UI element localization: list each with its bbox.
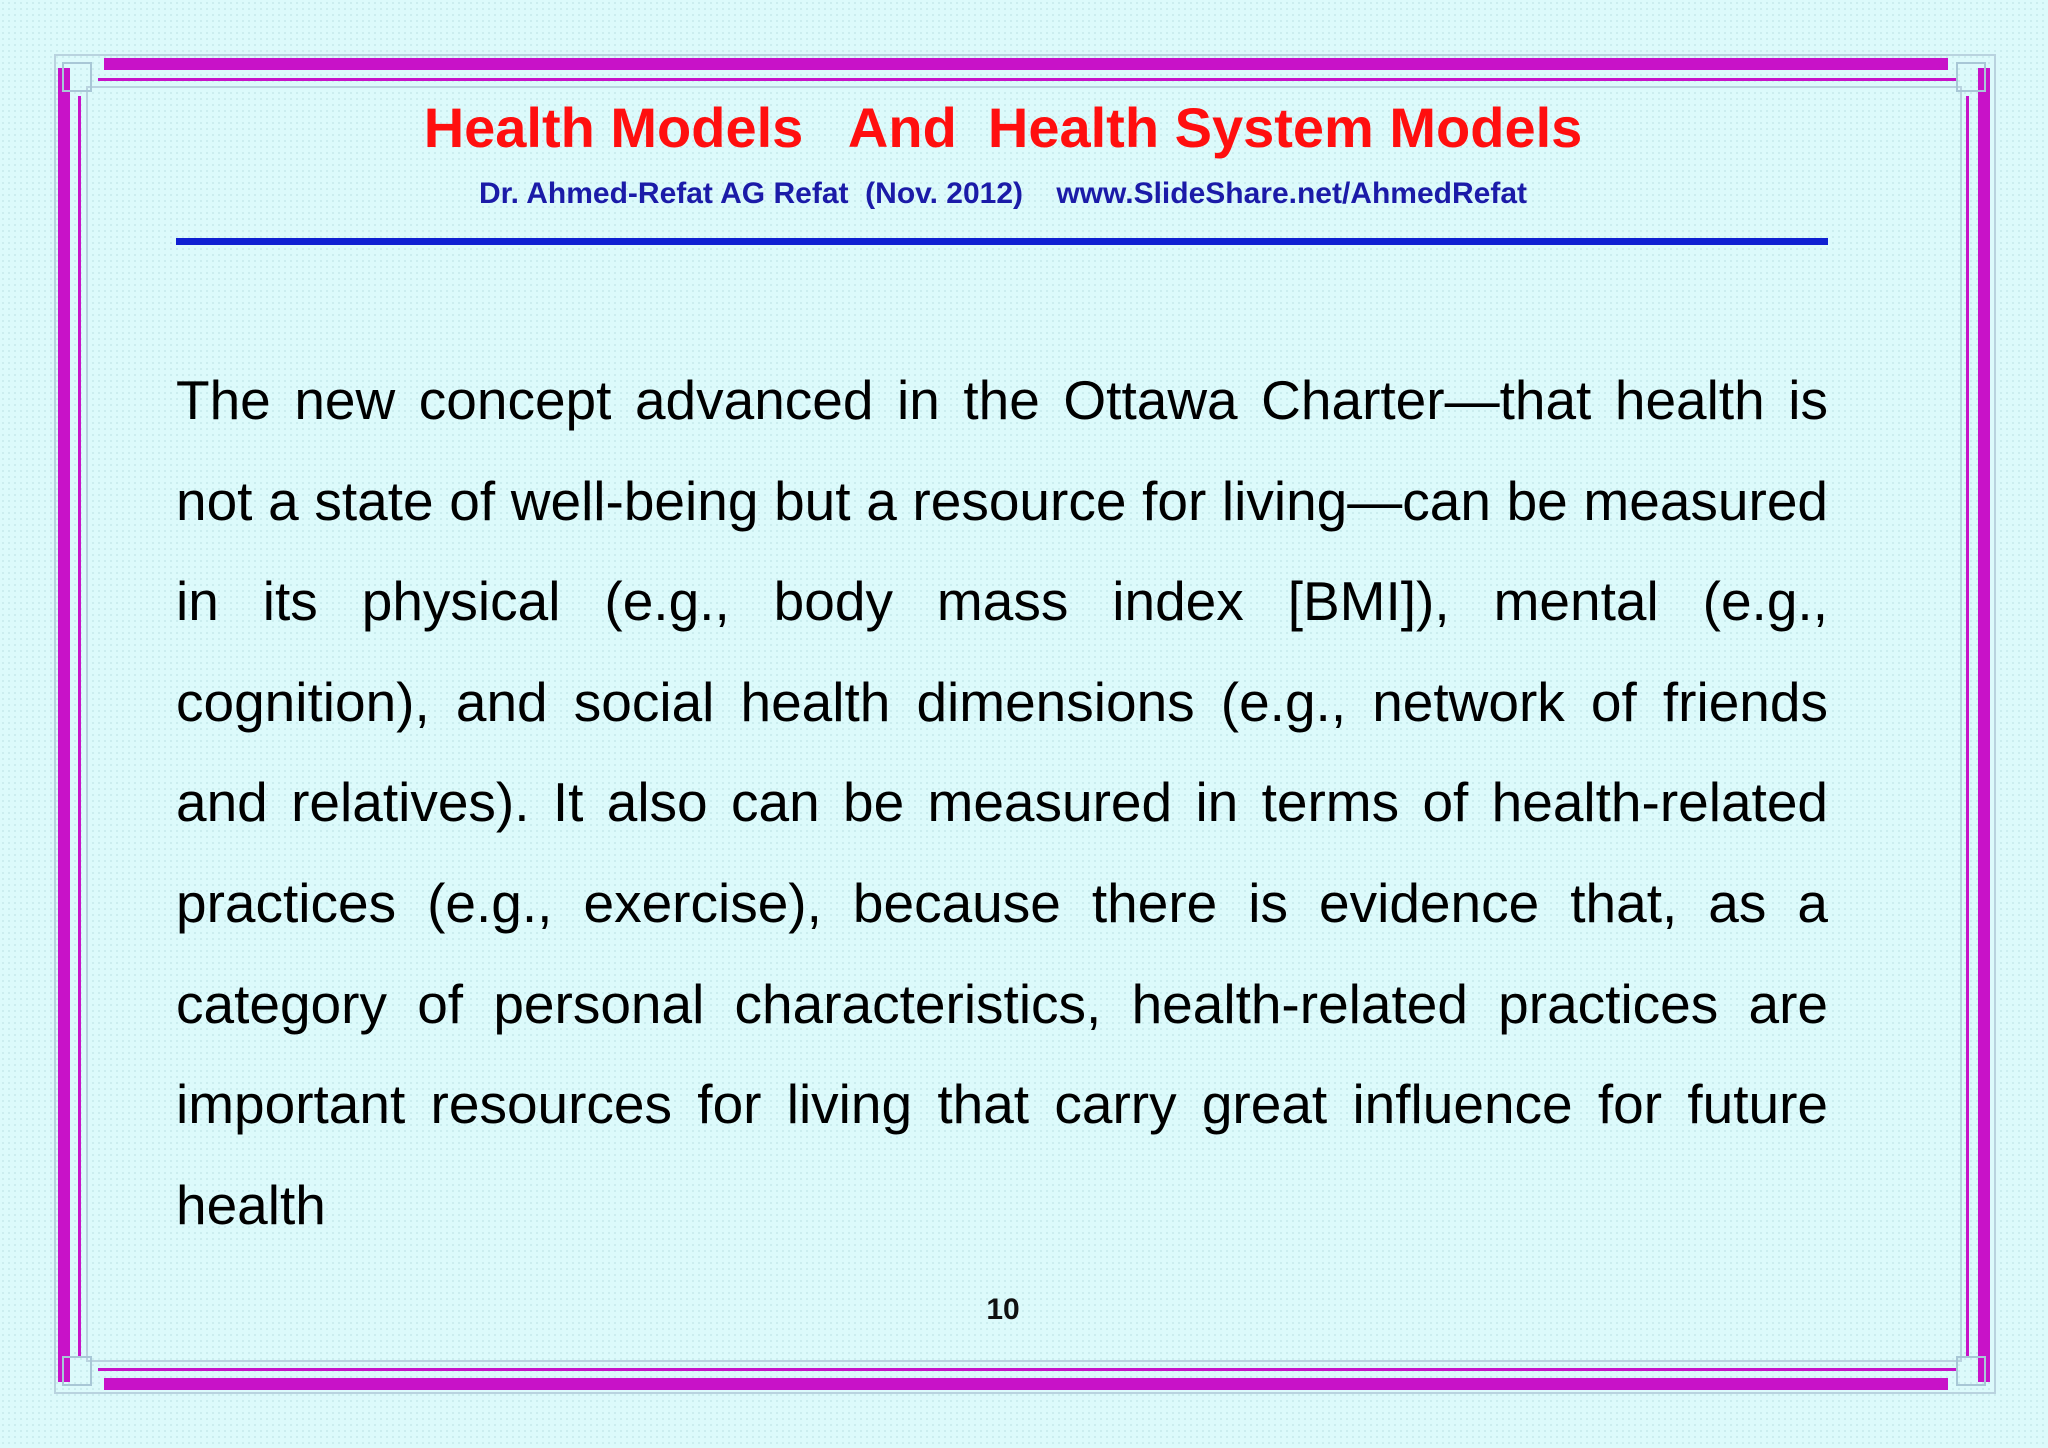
frame-bar-top (104, 58, 1948, 70)
frame-bar-bottom (104, 1378, 1948, 1390)
frame-corner-bottom-left (62, 1356, 92, 1386)
body-paragraph: The new concept advanced in the Ottawa Charter—that health is not a state of well-being but a resource for living—can be measured in its physical (e.g., body mass index [BMI]), mental (e.g., cognition), and social health dimensions (e.g., network of friends and relatives). It also can be measured in terms of health-related practices (e.g., exercise), because there is evidence that, as a category of personal characteristics, health-related practices are important resources for living that carry great influence for future health (176, 369, 1828, 1236)
frame-bar-left (58, 68, 70, 1382)
frame-bar-right (1978, 68, 1990, 1382)
header-divider (176, 238, 1828, 245)
frame-line-left (78, 96, 81, 1356)
frame-line-top (98, 78, 1956, 81)
frame-corner-bottom-right (1956, 1356, 1986, 1386)
frame-line-right (1966, 96, 1969, 1356)
slide-subtitle: Dr. Ahmed-Refat AG Refat (Nov. 2012) www.SlideShare.net/AhmedRefat (479, 177, 1527, 210)
frame-line-bottom (98, 1368, 1956, 1371)
slide-title: Health Models And Health System Models (423, 96, 1583, 159)
frame-corner-top-right (1956, 62, 1986, 92)
page-number: 10 (986, 1293, 1020, 1326)
frame-corner-top-left (62, 62, 92, 92)
